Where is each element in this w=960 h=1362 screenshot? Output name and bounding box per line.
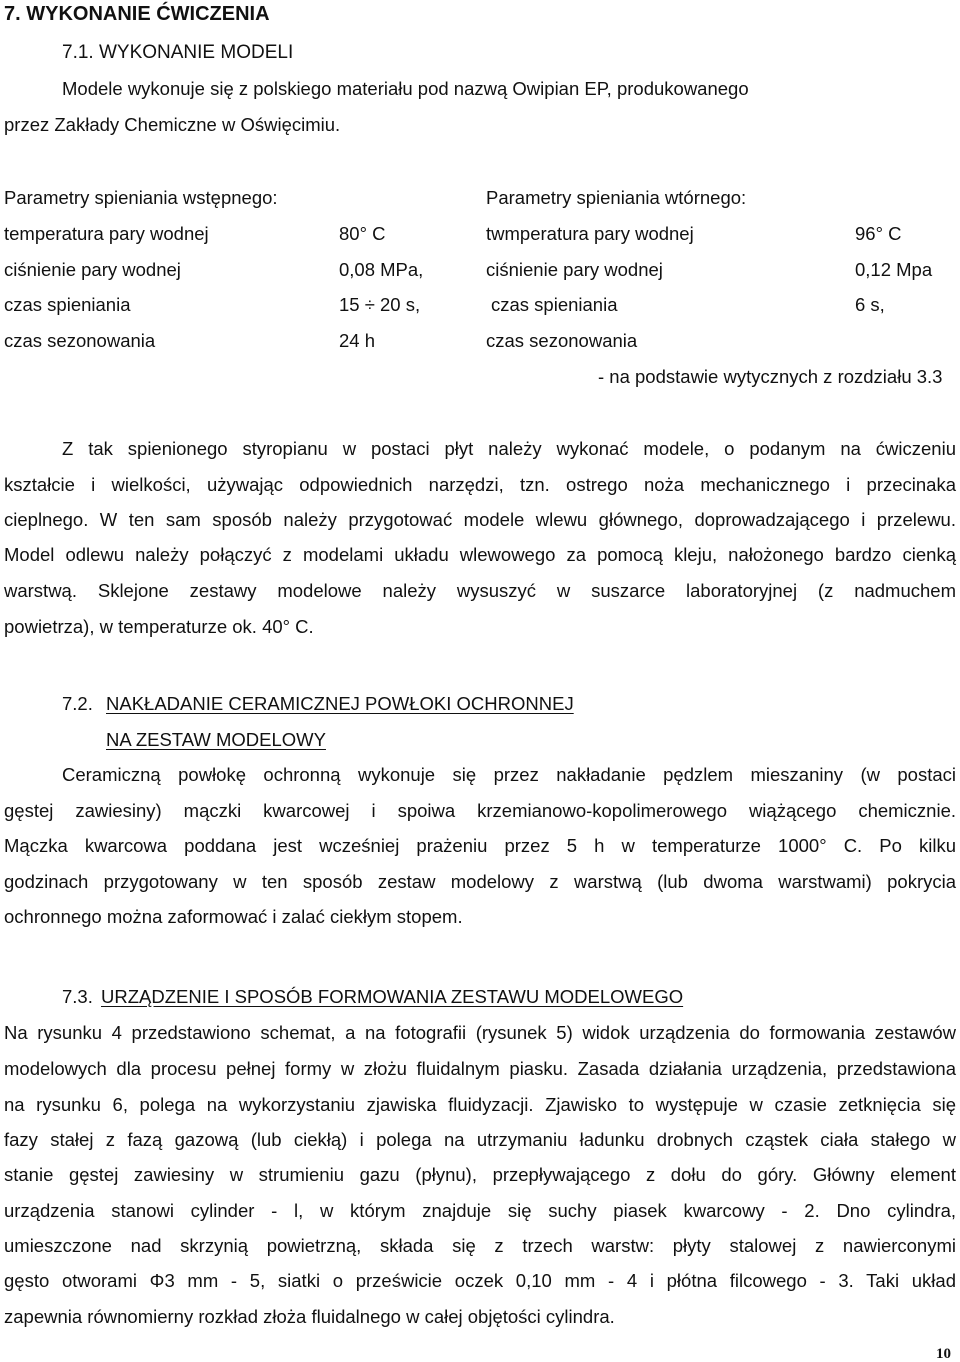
params-note: - na podstawie wytycznych z rozdziału 3.3 [598, 366, 943, 387]
params-left-title: Parametry spieniania wstępnego: [4, 187, 278, 208]
paragraph-line: cieplnego. W ten sam sposób należy przygotować modele wlewu głównego, doprowadzającego i przelewu. [4, 509, 956, 530]
paragraph-line: Model odlewu należy połączyć z modelami układu wlewowego za pomocą kleju, nałożonego bardzo cienką [4, 544, 956, 565]
section-7-3-title: URZĄDZENIE I SPOSÓB FORMOWANIA ZESTAWU MODELOWEGO [101, 986, 684, 1007]
param-left-label: ciśnienie pary wodnej [4, 259, 181, 280]
param-left-label: temperatura pary wodnej [4, 223, 209, 244]
paragraph-line: powietrza), w temperaturze ok. 40° C. [4, 616, 314, 637]
paragraph-line: kształcie i wielkości, używając odpowiednich narzędzi, tzn. ostrego noża mechanicznego i przecinaka [4, 474, 956, 495]
param-right-value: 6 s, [855, 294, 885, 315]
section-7-1-heading: 7.1. WYKONANIE MODELI [62, 42, 294, 63]
paragraph-line: Ceramiczną powłokę ochronną wykonuje się przez nakładanie pędzlem mieszaniny (w postaci [62, 764, 956, 785]
param-left-value: 80° C [339, 223, 386, 244]
section-7-2-title-1: NAKŁADANIE CERAMICZNEJ POWŁOKI OCHRONNEJ [106, 693, 574, 714]
paragraph-line: fazy stałej z fazą gazową (lub ciekłą) i polega na utrzymaniu ładunku drobnych cząstek ciała stałego w [4, 1129, 956, 1150]
section-7-2-number: 7.2. [62, 693, 93, 714]
param-right-label: czas sezonowania [486, 330, 638, 351]
paragraph-line: Na rysunku 4 przedstawiono schemat, a na fotografii (rysunek 5) widok urządzenia do formowania zestawów [4, 1022, 956, 1043]
intro-line-1: Modele wykonuje się z polskiego materiału pod nazwą Owipian EP, produkowanego [62, 78, 749, 99]
paragraph-line: godzinach przygotowany w ten sposób zestaw modelowy z warstwą (lub dwoma warstwami) pokrycia [4, 871, 956, 892]
params-right-title: Parametry spieniania wtórnego: [486, 187, 747, 208]
paragraph-line: gęstej zawiesiny) mączki kwarcowej i spoiwa krzemianowo-kopolimerowego wiążącego chemicznie. [4, 800, 956, 821]
intro-line-2: przez Zakłady Chemiczne w Oświęcimiu. [4, 114, 341, 135]
paragraph-line: gęsto otworami Φ3 mm - 5, siatki o prześwicie oczek 0,10 mm - 4 i płótna filcowego - 3. Taki układ [4, 1270, 956, 1291]
section-7-3-number: 7.3. [62, 986, 93, 1007]
param-left-label: czas sezonowania [4, 330, 156, 351]
paragraph-line: stanie gęstej zawiesiny w strumieniu gazu (płynu), przepływającego z dołu do góry. Główny element [4, 1164, 956, 1185]
page-number: 10 [936, 1346, 951, 1362]
param-right-label: czas spieniania [491, 294, 618, 315]
paragraph-line: Mączka kwarcowa poddana jest wcześniej prażeniu przez 5 h w temperaturze 1000° C. Po kilku [4, 835, 956, 856]
paragraph-line: warstwą. Sklejone zestawy modelowe należy wysuszyć w suszarce laboratoryjnej (z nadmuchem [4, 580, 956, 601]
chapter-heading: 7. WYKONANIE ĆWICZENIA [4, 3, 270, 25]
section-7-2-title-2: NA ZESTAW MODELOWY [106, 729, 326, 750]
paragraph-line: ochronnego można zaformować i zalać ciekłym stopem. [4, 906, 463, 927]
paragraph-line: na rysunku 6, polega na wykorzystaniu zjawiska fluidyzacji. Zjawisko to występuje w czasie zetknięcia się [4, 1094, 956, 1115]
param-right-value: 0,12 Mpa [855, 259, 933, 280]
paragraph-line: modelowych dla procesu pełnej formy w złożu fluidalnym piasku. Zasada działania urządzenia, przedstawiona [4, 1058, 956, 1079]
param-left-label: czas spieniania [4, 294, 131, 315]
param-right-value: 96° C [855, 223, 902, 244]
paragraph-line: Z tak spienionego styropianu w postaci płyt należy wykonać modele, o podanym na ćwiczeniu [62, 438, 956, 459]
paragraph-line: urządzenia stanowi cylinder - l, w którym znajduje się suchy piasek kwarcowy - 2. Dno cylindra, [4, 1200, 956, 1221]
param-left-value: 15 ÷ 20 s, [339, 294, 421, 315]
param-left-value: 0,08 MPa, [339, 259, 424, 280]
param-right-label: ciśnienie pary wodnej [486, 259, 663, 280]
paragraph-line: zapewnia równomierny rozkład złoża fluidalnego w całej objętości cylindra. [4, 1306, 615, 1327]
param-left-value: 24 h [339, 330, 376, 351]
param-right-label: twmperatura pary wodnej [486, 223, 694, 244]
paragraph-line: umieszczone nad skrzynią powietrzną, składa się z trzech warstw: płyty stalowej z nawierconymi [4, 1235, 956, 1256]
